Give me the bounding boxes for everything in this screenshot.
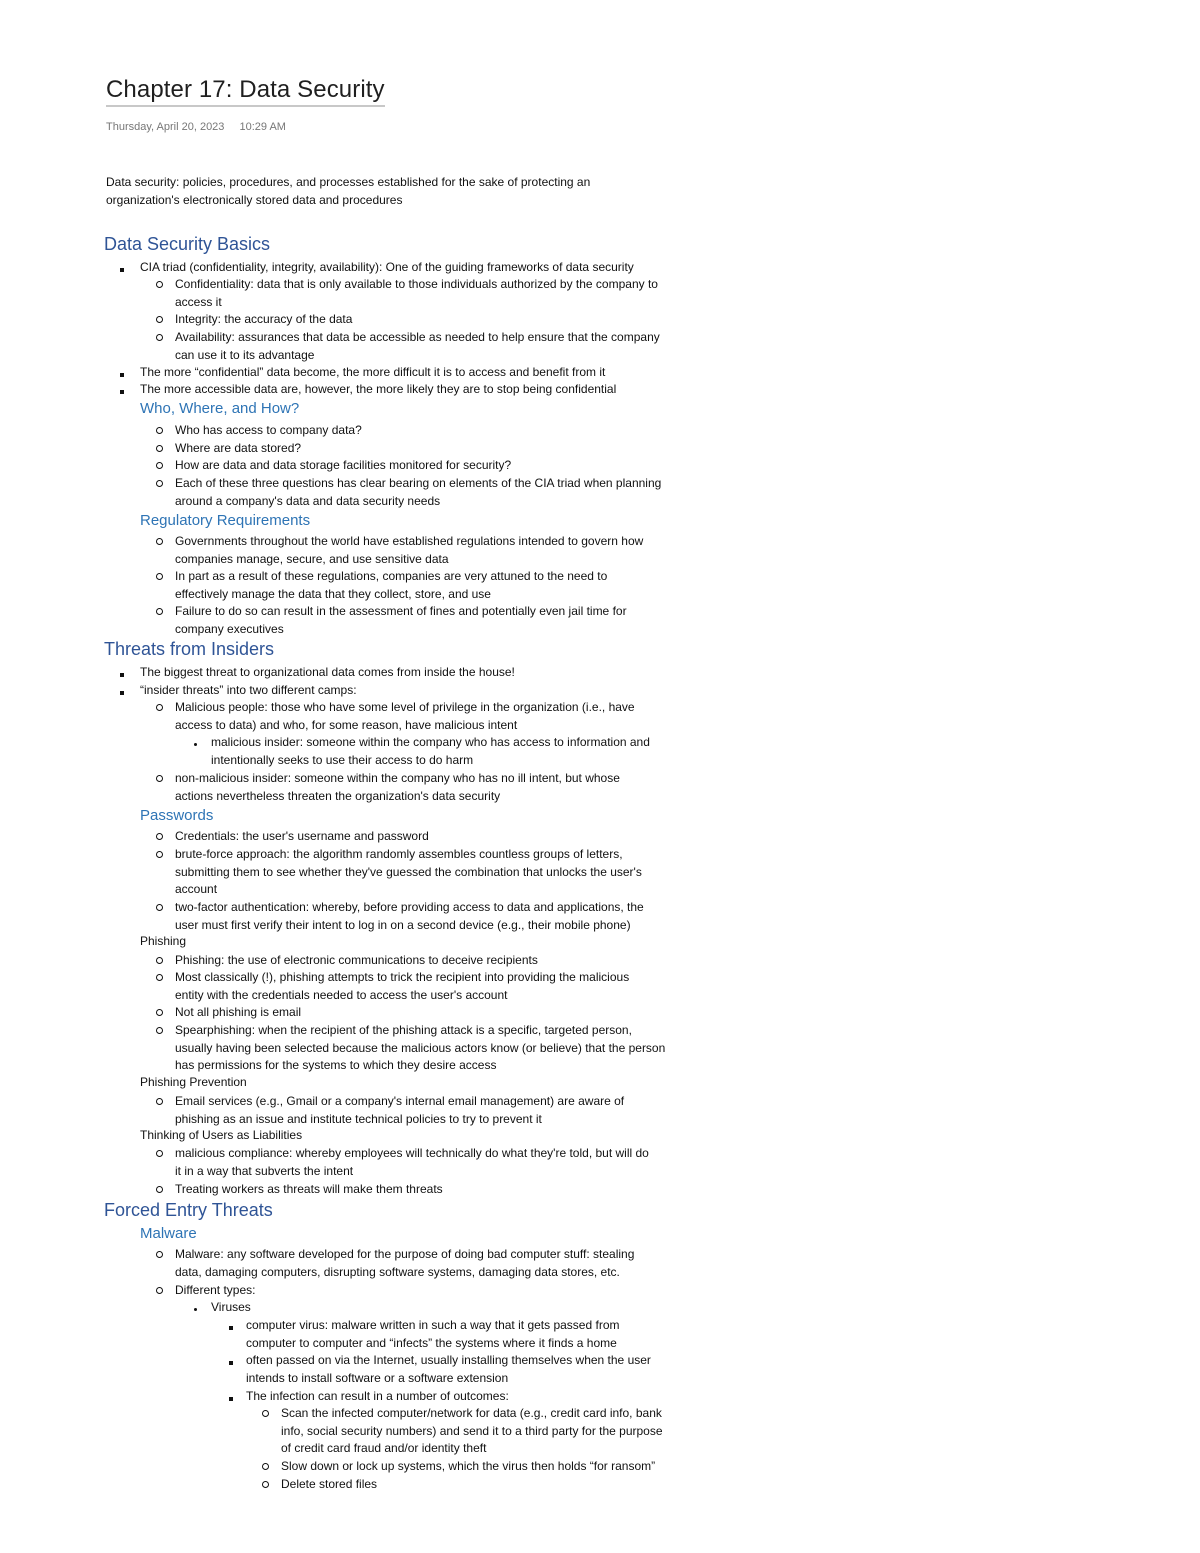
list-item-line: Not all phishing is email <box>175 1005 302 1019</box>
paragraph-line: organization's electronically stored data and procedures <box>106 192 403 207</box>
list-item-line: CIA triad (confidentiality, integrity, availability): One of the guiding frameworks of data security <box>140 260 634 274</box>
square-bullet-icon <box>229 1394 233 1404</box>
circle-bullet-icon <box>156 957 163 967</box>
circle-bullet-icon <box>156 1186 163 1196</box>
list-item-line: can use it to its advantage <box>175 347 315 362</box>
list-item-line: of credit card fraud and/or identity theft <box>281 1441 487 1456</box>
list-item-line: Availability: assurances that data be accessible as needed to help ensure that the company <box>175 330 660 344</box>
square-bullet-icon <box>120 370 124 380</box>
list-item-line: computer virus: malware written in such a way that it gets passed from <box>246 1318 620 1332</box>
page-date: Thursday, April 20, 2023 <box>106 121 225 133</box>
section-heading: Data Security Basics <box>104 234 271 254</box>
subsection-heading: Regulatory Requirements <box>140 512 311 529</box>
list-item-line: The more accessible data are, however, the more likely they are to stop being confidential <box>140 382 617 396</box>
list-item-line: “insider threats” into two different camps: <box>140 683 357 697</box>
list-item-line: Integrity: the accuracy of the data <box>175 312 353 326</box>
list-item-line: has permissions for the systems to which they desire access <box>175 1058 497 1073</box>
circle-bullet-icon <box>156 334 163 344</box>
list-item-line: How are data and data storage facilities monitored for security? <box>175 458 512 472</box>
circle-bullet-icon <box>156 775 163 785</box>
circle-bullet-icon <box>156 316 163 326</box>
paragraph-line: Data security: policies, procedures, and processes established for the sake of protecting an <box>106 175 591 189</box>
list-item-line: submitting them to see whether they've guessed the combination that unlocks the user's <box>175 864 642 879</box>
list-item-line: Viruses <box>211 1300 251 1314</box>
list-item-line: Different types: <box>175 1283 256 1297</box>
section-heading: Forced Entry Threats <box>104 1200 273 1220</box>
list-item-line: Confidentiality: data that is only available to those individuals authorized by the company to <box>175 277 658 291</box>
list-item-line: phishing as an issue and institute technical policies to try to prevent it <box>175 1111 542 1126</box>
list-item-line: it in a way that subverts the intent <box>175 1163 354 1178</box>
circle-bullet-icon <box>262 1463 269 1473</box>
list-item-line: The more “confidential” data become, the more difficult it is to access and benefit from it <box>140 365 606 379</box>
subsection-heading: Thinking of Users as Liabilities <box>140 1128 303 1142</box>
page-time: 10:29 AM <box>239 121 286 133</box>
circle-bullet-icon <box>156 538 163 548</box>
list-item-line: often passed on via the Internet, usually installing themselves when the user <box>246 1353 651 1367</box>
square-bullet-icon <box>120 688 124 698</box>
section-heading: Threats from Insiders <box>104 639 275 659</box>
list-item-line: non-malicious insider: someone within the company who has no ill intent, but whose <box>175 771 620 785</box>
dot-bullet-icon <box>194 1304 197 1314</box>
list-item-line: Where are data stored? <box>175 441 302 455</box>
subsection-heading: Phishing Prevention <box>140 1075 247 1089</box>
subsection-heading: Phishing <box>140 934 187 948</box>
list-item-line: usually having been selected because the malicious actors know (or believe) that the person <box>175 1040 666 1055</box>
list-item-line: account <box>175 882 218 897</box>
list-item-line: two-factor authentication: whereby, before providing access to data and applications, the <box>175 900 644 914</box>
list-item-line: actions nevertheless threaten the organization's data security <box>175 788 501 803</box>
list-item-line: Email services (e.g., Gmail or a company's internal email management) are aware of <box>175 1094 625 1108</box>
list-item-line: intends to install software or a software extension <box>246 1370 509 1385</box>
circle-bullet-icon <box>156 904 163 914</box>
list-item-line: Credentials: the user's username and password <box>175 829 429 843</box>
circle-bullet-icon <box>262 1410 269 1420</box>
circle-bullet-icon <box>156 974 163 984</box>
list-item-line: Governments throughout the world have established regulations intended to govern how <box>175 534 644 548</box>
list-item-line: Each of these three questions has clear bearing on elements of the CIA triad when planning <box>175 476 662 490</box>
circle-bullet-icon <box>156 1027 163 1037</box>
circle-bullet-icon <box>156 1009 163 1019</box>
circle-bullet-icon <box>156 480 163 490</box>
square-bullet-icon <box>229 1323 233 1333</box>
list-item-line: Treating workers as threats will make them threats <box>175 1182 443 1196</box>
square-bullet-icon <box>120 387 124 397</box>
circle-bullet-icon <box>156 1251 163 1261</box>
list-item-line: malicious insider: someone within the company who has access to information and <box>211 735 650 749</box>
list-item-line: In part as a result of these regulations, companies are very attuned to the need to <box>175 569 608 583</box>
circle-bullet-icon <box>156 833 163 843</box>
circle-bullet-icon <box>156 704 163 714</box>
list-item-line: access it <box>175 294 222 309</box>
circle-bullet-icon <box>262 1481 269 1491</box>
square-bullet-icon <box>229 1358 233 1368</box>
list-item-line: intentionally seeks to use their access to do harm <box>211 752 474 767</box>
list-item-line: computer to computer and “infects” the systems where it finds a home <box>246 1335 617 1350</box>
dot-bullet-icon <box>194 739 197 749</box>
subsection-heading: Malware <box>140 1225 197 1242</box>
circle-bullet-icon <box>156 427 163 437</box>
circle-bullet-icon <box>156 445 163 455</box>
circle-bullet-icon <box>156 1287 163 1297</box>
list-item-line: Most classically (!), phishing attempts to trick the recipient into providing the malicious <box>175 970 630 984</box>
list-item-line: companies manage, secure, and use sensitive data <box>175 551 449 566</box>
subsection-heading: Who, Where, and How? <box>140 400 300 417</box>
page-meta <box>106 121 286 133</box>
list-item-line: Spearphishing: when the recipient of the phishing attack is a specific, targeted person, <box>175 1023 632 1037</box>
circle-bullet-icon <box>156 573 163 583</box>
list-item-line: Malware: any software developed for the purpose of doing bad computer stuff: stealing <box>175 1247 635 1261</box>
list-item-line: The infection can result in a number of outcomes: <box>246 1389 509 1403</box>
list-item-line: malicious compliance: whereby employees will technically do what they're told, but will do <box>175 1146 649 1160</box>
subsection-heading: Passwords <box>140 807 214 824</box>
circle-bullet-icon <box>156 851 163 861</box>
list-item-line: Delete stored files <box>281 1477 378 1491</box>
list-item-line: Slow down or lock up systems, which the virus then holds “for ransom” <box>281 1459 656 1473</box>
circle-bullet-icon <box>156 608 163 618</box>
list-item-line: The biggest threat to organizational data comes from inside the house! <box>140 665 515 679</box>
list-item-line: around a company's data and data security needs <box>175 493 441 508</box>
circle-bullet-icon <box>156 462 163 472</box>
list-item-line: Phishing: the use of electronic communications to deceive recipients <box>175 953 538 967</box>
list-item-line: Scan the infected computer/network for data (e.g., credit card info, bank <box>281 1406 662 1420</box>
list-item-line: entity with the credentials needed to access the user's account <box>175 987 508 1002</box>
circle-bullet-icon <box>156 281 163 291</box>
circle-bullet-icon <box>156 1098 163 1108</box>
list-item-line: access to data) and who, for some reason, have malicious intent <box>175 717 518 732</box>
list-item-line: effectively manage the data that they collect, store, and use <box>175 586 491 601</box>
square-bullet-icon <box>120 265 124 275</box>
list-item-line: data, damaging computers, disrupting software systems, damaging data stores, etc. <box>175 1264 620 1279</box>
list-item-line: brute-force approach: the algorithm randomly assembles countless groups of letters, <box>175 847 623 861</box>
list-item-line: Failure to do so can result in the assessment of fines and potentially even jail time for <box>175 604 627 618</box>
list-item-line: Malicious people: those who have some level of privilege in the organization (i.e., have <box>175 700 635 714</box>
square-bullet-icon <box>120 670 124 680</box>
circle-bullet-icon <box>156 1150 163 1160</box>
list-item-line: info, social security numbers) and send it to a third party for the purpose <box>281 1423 663 1438</box>
list-item-line: user must first verify their intent to log in on a second device (e.g., their mobile phone) <box>175 917 631 932</box>
list-item-line: company executives <box>175 621 284 636</box>
list-item-line: Who has access to company data? <box>175 423 362 437</box>
page-title: Chapter 17: Data Security <box>106 76 385 107</box>
